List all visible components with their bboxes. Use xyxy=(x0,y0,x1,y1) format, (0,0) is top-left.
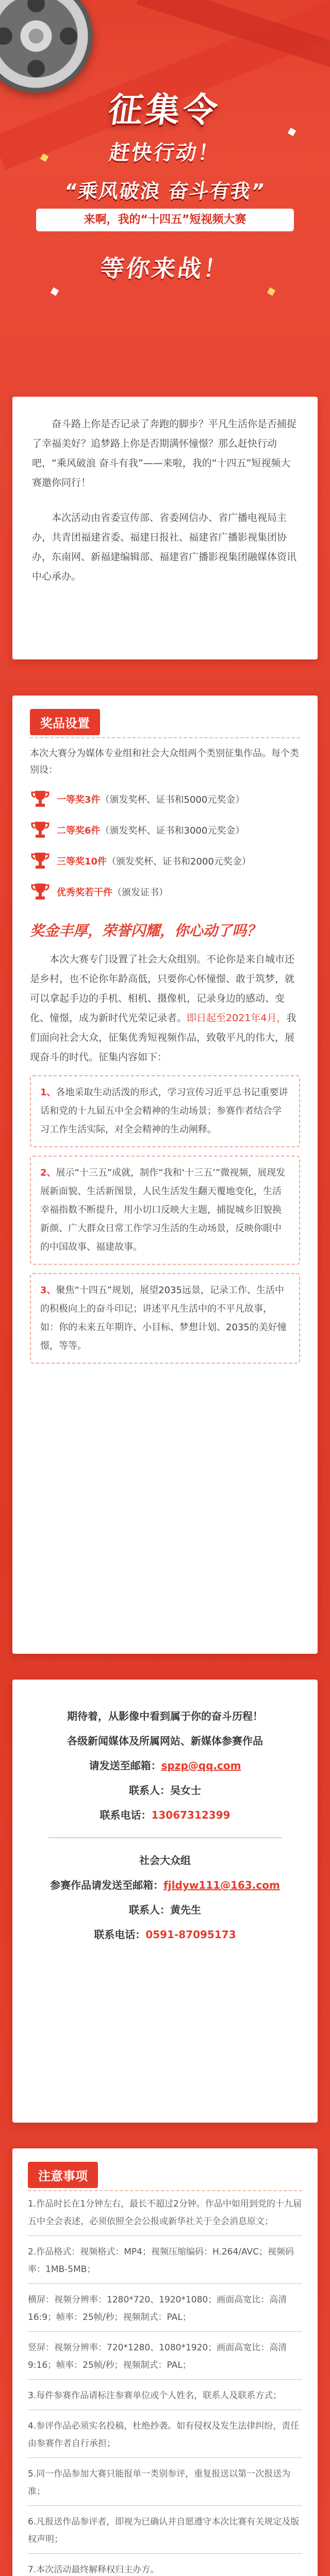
divider xyxy=(28,2379,302,2380)
divider xyxy=(28,2235,302,2236)
prize-detail: （颁发奖杯、证书和2000元奖金） xyxy=(107,856,251,867)
contact-line xyxy=(28,1926,302,1943)
note-item: 3.每件参赛作品请标注参赛单位或个人姓名，联系人及联系方式； xyxy=(28,2391,282,2401)
contact-line xyxy=(28,1901,302,1919)
contact-line xyxy=(28,1782,302,1799)
content-item-number: 1、 xyxy=(40,1087,56,1098)
note-item: 竖屏：视频分辨率：720*1280、1080*1920；画面高宽比：高清9:16；帧率：25帧/秒；视频制式：PAL； xyxy=(28,2343,287,2370)
awards-tag: 奖品设置 xyxy=(30,709,100,735)
contact-label: 联系电话： xyxy=(94,1928,146,1941)
contact-value: 黄先生 xyxy=(170,1904,201,1916)
prize-item xyxy=(30,820,300,840)
contact-line xyxy=(28,1707,302,1725)
content-item-number: 3、 xyxy=(40,1285,56,1296)
note-item: 4.参评作品必须实名投稿，杜绝抄袭。如有侵权及发生法律纠纷，责任由参赛作者自行承担； xyxy=(28,2421,300,2449)
phone-link[interactable]: 0591-87095173 xyxy=(145,1928,236,1941)
awards-paragraph xyxy=(30,950,300,1067)
contact-label: 联系人： xyxy=(129,1904,170,1916)
confetti-decoration xyxy=(51,287,59,296)
prize-item xyxy=(30,851,300,871)
awards-intro: 本次大赛分为媒体专业组和社会大众组两个类别征集作品。每个类别设： xyxy=(30,748,299,775)
content-item-text: 展示“十三五”成就，制作“我和‘十三五’”微视频，展现发展新面貌、生活新图景，人民生活发生翻天覆地变化，生活幸福指数不断提升，用小切口反映大主题，捕捉城乡旧貌换新颜、广大群众日常工作学习生活的生动场景，反映你眼中的中国故事、福建故事。 xyxy=(40,1167,286,1252)
contact-line xyxy=(28,1876,302,1894)
hero-slogan: “乘风破浪 奋斗有我” xyxy=(62,180,267,202)
notes-tag: 注意事项 xyxy=(28,2162,98,2188)
contact-card xyxy=(12,1680,318,2123)
confetti-decoration xyxy=(267,287,275,296)
email-link[interactable]: spzp@qq.com xyxy=(161,1759,241,1772)
prize-item xyxy=(30,882,300,902)
contact-label: 各级新闻媒体及所属网站、新媒体参赛作品 xyxy=(67,1735,263,1747)
contact-line xyxy=(28,1806,302,1824)
note-item: 横屏：视频分辨率：1280*720、1920*1080；画面高宽比：高清16:9；帧率：25帧/秒；视频制式：PAL； xyxy=(28,2295,287,2323)
note-item: 5.同一作品参加大赛只能报单一类别参评，重复报送以第一次报送为准； xyxy=(28,2469,291,2497)
trophy-icon xyxy=(30,851,51,871)
contact-line xyxy=(28,1757,302,1774)
awards-card xyxy=(12,696,318,1654)
note-item: 1.作品时长在1分钟左右，最长不超过2分钟。作品中如用到党的十九届五中全会表述，必须依照全会公报或新华社关于全会消息原文； xyxy=(28,2199,302,2227)
note-item: 7.本次活动最终解释权归主办方。 xyxy=(28,2565,159,2575)
contact-label: 参赛作品请发送至邮箱： xyxy=(50,1879,164,1891)
divider xyxy=(28,2331,302,2332)
email-link[interactable]: fjldyw111@163.com xyxy=(163,1879,280,1891)
note-item: 2.作品格式：视频格式：MP4；视频压缩编码：H.264/AVC；视频码率：1MB-5MB； xyxy=(28,2247,294,2275)
film-reel-icon xyxy=(0,0,93,93)
content-item-text: 聚焦“十四五”规划，展望2035远景，记录工作、生活中的积极向上的奋斗印记；讲述平凡生活中的不平凡故事，如：你的未来五年期许、小目标、梦想计划、2035的美好憧憬，等等。 xyxy=(40,1285,287,1351)
hero-wait: 等你来战！ xyxy=(98,255,232,282)
hero-subtitle: 赶快行动！ xyxy=(107,141,222,165)
content-item xyxy=(30,1156,300,1265)
content-item xyxy=(30,1273,300,1364)
phone-link[interactable]: 13067312399 xyxy=(151,1809,230,1821)
divider xyxy=(48,1837,282,1838)
prize-name: 一等奖3件 xyxy=(57,794,101,805)
note-item: 6.凡报送作品参评者，即视为已确认并自愿遵守本次比赛有关规定及版权声明； xyxy=(28,2517,300,2545)
contact-label: 社会大众组 xyxy=(139,1854,191,1867)
contact-label: 期待着，从影像中看到属于你的奋斗历程！ xyxy=(67,1710,263,1722)
hero-title: 征集令 xyxy=(106,90,223,130)
intro-paragraph: 奋斗路上你是否记录了奔跑的脚步？平凡生活你是否捕捉了幸福美好？追梦路上你是否期满怀憧憬？那么赶快行动吧，“乘风破浪 奋斗有我”——来啦，我的“十四五”短视频大赛邀你同行！ xyxy=(32,418,297,488)
awards-date-highlight: 即日起至2021年4月， xyxy=(187,1012,287,1024)
hero-banner: 来啊，我的“十四五”短视频大赛 xyxy=(36,209,294,231)
prize-name: 二等奖6件 xyxy=(57,825,101,836)
prize-name: 三等奖10件 xyxy=(57,856,107,867)
contact-label: 联系人： xyxy=(129,1784,170,1797)
awards-paragraph-text: 我们面向社会大众，征集优秀短视频作品，致敬平凡的伟大，展现奋斗的时代。征集内容如下： xyxy=(30,1012,296,1063)
notes-card xyxy=(12,2148,318,2576)
hero xyxy=(0,82,330,284)
contact-label: 请发送至邮箱： xyxy=(89,1759,161,1772)
prize-detail: （颁发奖杯、证书和5000元奖金） xyxy=(100,794,245,805)
contact-value: 吴女士 xyxy=(170,1784,201,1797)
prize-detail: （颁发奖杯、证书和3000元奖金） xyxy=(100,825,245,836)
prize-detail: （颁发证书） xyxy=(112,887,168,898)
contact-line xyxy=(28,1732,302,1750)
trophy-icon xyxy=(30,882,51,902)
divider xyxy=(28,2553,302,2554)
intro-card xyxy=(12,397,318,659)
awards-paragraph-text: 本次大赛专门设置了社会大众组别。不论你是来自城市还是乡村，也不论你年龄高低，只要你心怀憧憬、敢于筑梦，就可以拿起手边的手机、相机、摄像机，记录身边的感动、变化、憧憬，成为新时代光荣记录者。 xyxy=(30,954,295,1024)
intro-paragraph: 本次活动由省委宣传部、省委网信办、省广播电视局主办，共青团福建省委、福建日报社、福建省广播影视集团协办，东南网、新福建编辑部、福建省广播影视集团融媒体资讯中心承办。 xyxy=(32,512,297,582)
contact-line xyxy=(28,1852,302,1869)
divider xyxy=(28,2505,302,2506)
content-item xyxy=(30,1075,300,1147)
content-item-text: 各地采取生动活泼的形式，学习宣传习近平总书记重要讲话和党的十九届五中全会精神的生动场景；参赛作者结合学习工作生活实际，对全会精神的生动阐释。 xyxy=(40,1087,288,1135)
content-item-number: 2、 xyxy=(40,1167,56,1178)
prize-item xyxy=(30,789,300,809)
awards-headline: 奖金丰厚，荣誉闪耀，你心动了吗？ xyxy=(30,922,261,939)
divider xyxy=(28,2283,302,2284)
trophy-icon xyxy=(30,789,51,809)
trophy-icon xyxy=(30,820,51,840)
contact-label: 联系电话： xyxy=(100,1809,152,1821)
prize-name: 优秀奖若干件 xyxy=(57,887,112,898)
